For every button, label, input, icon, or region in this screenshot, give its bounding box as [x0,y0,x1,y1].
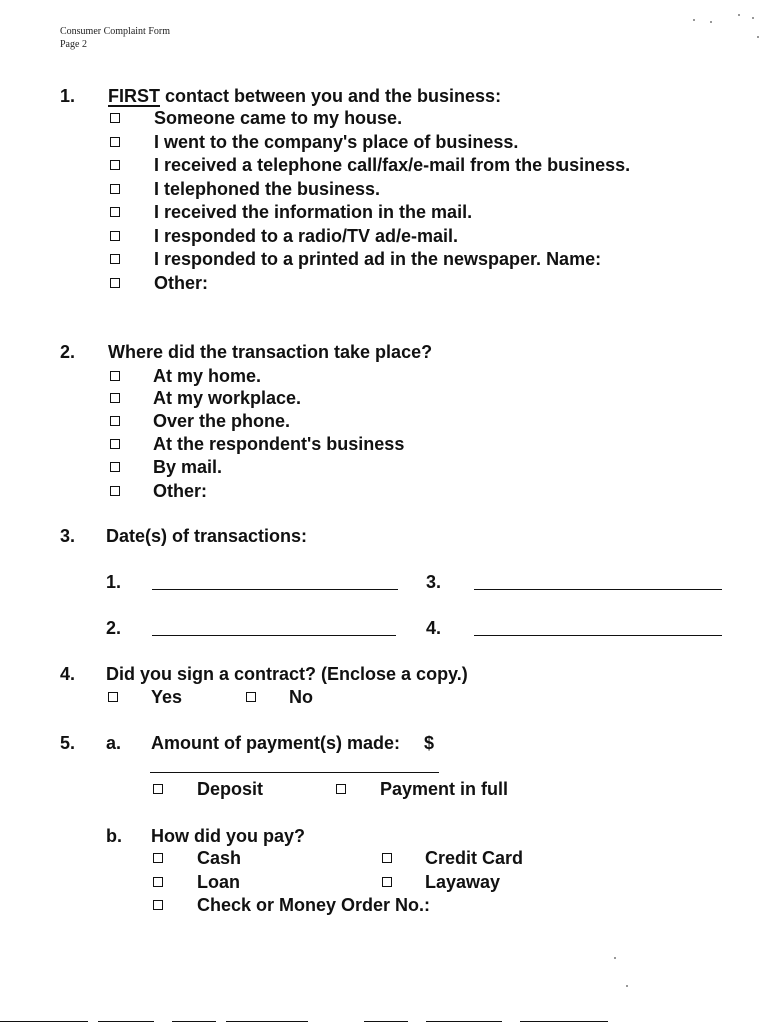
q3-title: Date(s) of transactions: [106,526,308,546]
q5-number: 5. [60,733,76,753]
q2-number: 2. [60,342,76,362]
loan-checkbox[interactable] [153,877,163,887]
q2-option-checkbox[interactable] [110,439,120,449]
contract-no-label: No [289,687,313,707]
q4-title: Did you sign a contract? (Enclose a copy.) [106,664,468,684]
scan-speck [693,19,695,21]
date-2-line[interactable] [152,635,396,636]
q1-option-checkbox[interactable] [110,254,120,264]
q3-number: 3. [60,526,76,546]
q1-option-checkbox[interactable] [110,113,120,123]
q2-option-label: By mail. [153,457,223,477]
q2-option-checkbox[interactable] [110,486,120,496]
q1-option-label: I went to the company's place of business. [154,132,519,152]
date-1-line[interactable] [152,589,398,590]
q2-option-label: At my home. [153,366,262,386]
date-slot-label: 1. [106,572,122,592]
q1-option-label: I received the information in the mail. [154,202,473,222]
q1-option-label: I responded to a printed ad in the newspaper. Name: [154,249,602,269]
q1-option-checkbox[interactable] [110,184,120,194]
q1-option-checkbox[interactable] [110,160,120,170]
q1-option-label: I telephoned the business. [154,179,381,199]
scan-speck [614,957,616,959]
check-money-order-label: Check or Money Order No.: [197,895,431,915]
contract-no-checkbox[interactable] [246,692,256,702]
q2-option-checkbox[interactable] [110,462,120,472]
q2-option-checkbox[interactable] [110,393,120,403]
contract-yes-label: Yes [151,687,183,707]
q2-title: Where did the transaction take place? [108,342,433,362]
page-number: Page 2 [60,39,87,50]
scan-speck [710,21,712,23]
bottom-rule-segment [426,1021,502,1022]
bottom-rule-segment [172,1021,216,1022]
deposit-checkbox[interactable] [153,784,163,794]
layaway-checkbox[interactable] [382,877,392,887]
q2-option-label: At the respondent's business [153,434,405,454]
contract-yes-checkbox[interactable] [108,692,118,702]
bottom-rule-segment [364,1021,408,1022]
check-money-order-checkbox[interactable] [153,900,163,910]
credit-card-label: Credit Card [425,848,524,868]
layaway-label: Layaway [425,872,501,892]
q2-option-checkbox[interactable] [110,371,120,381]
q1-number: 1. [60,86,76,106]
date-slot-label: 2. [106,618,122,638]
q1-title-text: contact between you and the business: [160,86,502,106]
q1-option-checkbox[interactable] [110,231,120,241]
bottom-rule-segment [520,1021,608,1022]
cash-checkbox[interactable] [153,853,163,863]
form-title: Consumer Complaint Form [60,26,170,37]
scan-speck [757,36,759,38]
q1-option-checkbox[interactable] [110,207,120,217]
q1-option-label: I responded to a radio/TV ad/e-mail. [154,226,459,246]
q1-option-checkbox[interactable] [110,137,120,147]
q1-option-label: Someone came to my house. [154,108,403,128]
q1-option-checkbox[interactable] [110,278,120,288]
q2-option-label: At my workplace. [153,388,302,408]
q1-title-emphasis: FIRST [108,86,160,106]
scan-speck [752,17,754,19]
q1-title [108,86,501,106]
q5a-title: Amount of payment(s) made: [151,733,401,753]
bottom-rule-segment [98,1021,154,1022]
q5b-label: b. [106,826,122,846]
payment-amount-line[interactable] [150,772,439,773]
credit-card-checkbox[interactable] [382,853,392,863]
q2-option-label: Other: [153,481,207,501]
deposit-label: Deposit [197,779,264,799]
bottom-rule-segment [226,1021,308,1022]
date-4-line[interactable] [474,635,722,636]
scan-speck [738,14,740,16]
q2-option-checkbox[interactable] [110,416,120,426]
q2-option-label: Over the phone. [153,411,291,431]
loan-label: Loan [197,872,240,892]
q4-number: 4. [60,664,76,684]
date-3-line[interactable] [474,589,722,590]
date-slot-label: 4. [426,618,442,638]
bottom-rule-segment [0,1021,88,1022]
cash-label: Cash [197,848,242,868]
q5b-title: How did you pay? [151,826,306,846]
payment-in-full-checkbox[interactable] [336,784,346,794]
payment-in-full-label: Payment in full [380,779,509,799]
q1-option-label: Other: [154,273,208,293]
scan-speck [626,985,628,987]
date-slot-label: 3. [426,572,442,592]
currency-symbol: $ [424,733,435,753]
q1-option-label: I received a telephone call/fax/e-mail from the business. [154,155,631,175]
q5a-label: a. [106,733,122,753]
